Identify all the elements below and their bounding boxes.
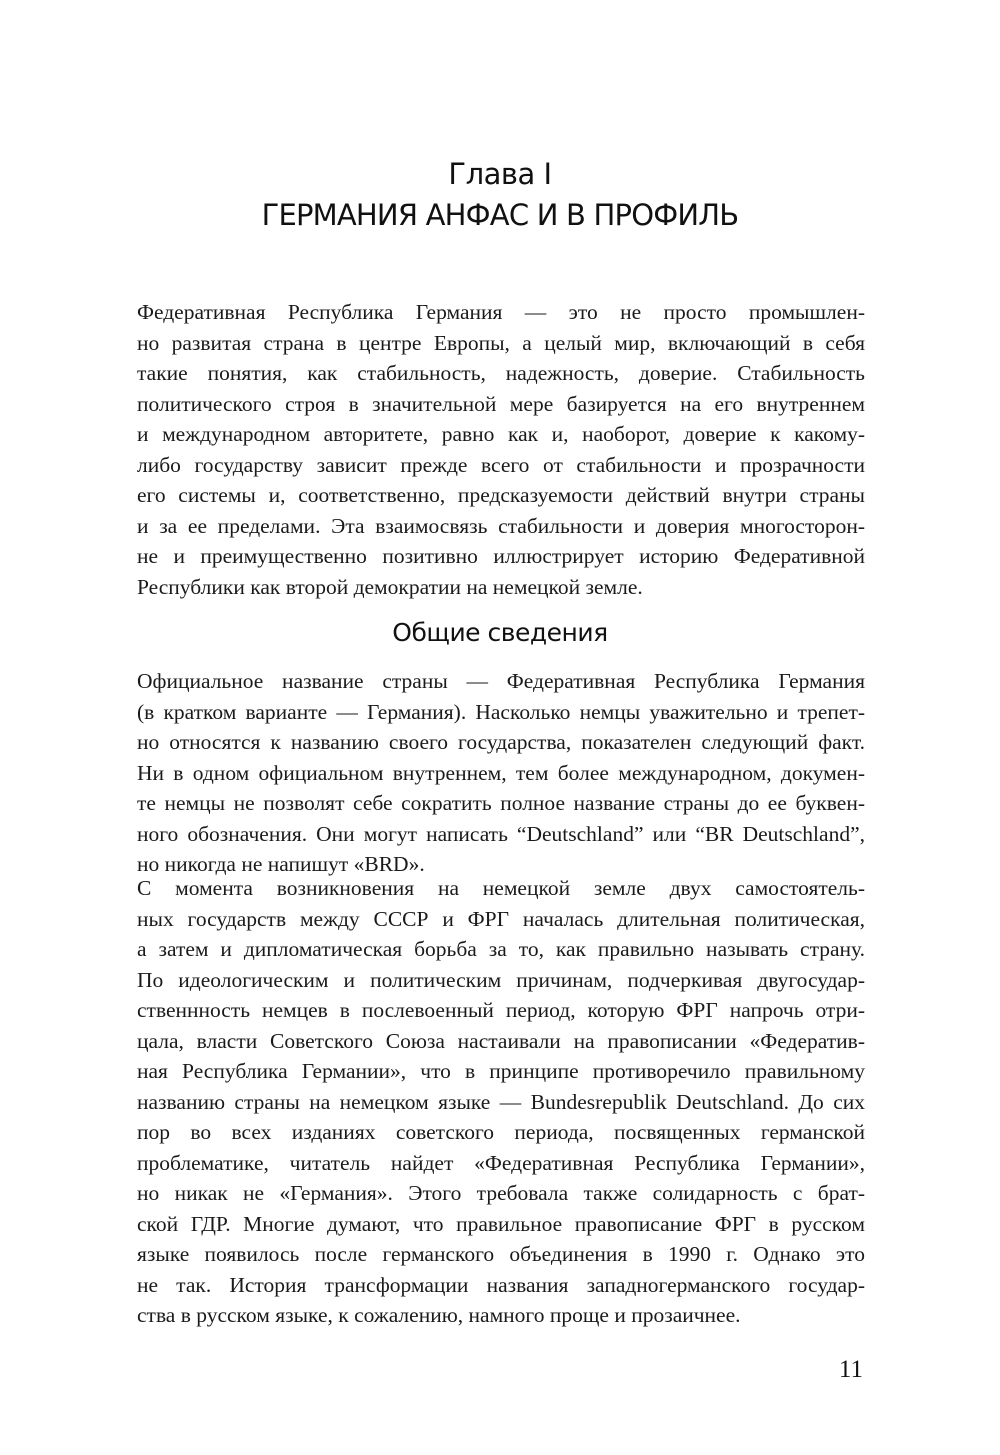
text-line: ного обозначения. Они могут написать “Deutschland” или “BR Deutschland”, bbox=[137, 821, 865, 846]
text-line: и за ее пределами. Эта взаимосвязь стабильности и доверия многосторон- bbox=[137, 513, 865, 538]
text-line: Ни в одном официальном внутреннем, тем более международном, докумен- bbox=[137, 760, 865, 785]
text-line: пор во всех изданиях советского периода, посвященных германской bbox=[137, 1120, 865, 1144]
text-line: С момента возникновения на немецкой земле двух самостоятель- bbox=[137, 876, 865, 900]
text-line: либо государству зависит прежде всего от стабильности и прозрачности bbox=[137, 452, 865, 477]
text-line: (в кратком варианте — Германия). Насколько немцы уважительно и трепет- bbox=[137, 699, 865, 724]
text-line: те немцы не позволят себе сократить полное название страны до ее буквен- bbox=[137, 791, 865, 815]
text-line: названию страны на немецком языке — Bundesrepublik Deutschland. До сих bbox=[137, 1089, 865, 1114]
text-line: ства в русском языке, к сожалению, намного проще и прозаичнее. bbox=[137, 1303, 741, 1327]
page-number: 11 bbox=[838, 1356, 863, 1383]
section-heading: Общие сведения bbox=[392, 618, 608, 647]
text-line: но никак не «Германия». Этого требовала также солидарность с брат- bbox=[137, 1181, 865, 1205]
text-line: проблематике, читатель найдет «Федеративная Республика Германии», bbox=[137, 1150, 865, 1175]
chapter-label: Глава I bbox=[448, 157, 552, 191]
text-line: Федеративная Республика Германия — это не просто промышлен- bbox=[137, 300, 865, 324]
text-line: цала, власти Советского Союза настаивали на правописании «Федератив- bbox=[137, 1028, 865, 1053]
text-line: ных государств между СССР и ФРГ началась длительная политическая, bbox=[137, 906, 865, 931]
intro-paragraph bbox=[137, 297, 865, 602]
text-line: ской ГДР. Многие думают, что правильное правописание ФРГ в русском bbox=[137, 1211, 865, 1236]
text-line: Республики как второй демократии на немецкой земле. bbox=[137, 574, 643, 599]
text-line: и международном авторитете, равно как и, наоборот, доверие к какому- bbox=[137, 422, 865, 446]
text-line: ная Республика Германии», что в принципе противоречило правильному bbox=[137, 1059, 865, 1083]
paragraph-naming-history bbox=[137, 873, 865, 1331]
paragraph-official-name bbox=[137, 666, 865, 880]
text-line: но никогда не напишут «BRD». bbox=[137, 852, 425, 876]
text-line: такие понятия, как стабильность, надежность, доверие. Стабильность bbox=[137, 361, 865, 385]
text-line: но развитая страна в центре Европы, а целый мир, включающий в себя bbox=[137, 330, 865, 355]
text-line: а затем и дипломатическая борьба за то, как правильно называть страну. bbox=[137, 937, 865, 961]
text-line: Официальное название страны — Федеративная Республика Германия bbox=[137, 669, 865, 693]
text-line: не и преимущественно позитивно иллюстрирует историю Федеративной bbox=[137, 544, 865, 568]
text-line: языке появилось после германского объединения в 1990 г. Однако это bbox=[137, 1242, 865, 1266]
text-line: его системы и, соответственно, предсказуемости действий внутри страны bbox=[137, 483, 865, 507]
text-line: По идеологическим и политическим причинам, подчеркивая двугосудар- bbox=[137, 967, 865, 992]
text-line: но относятся к названию своего государства, показателен следующий факт. bbox=[137, 730, 865, 754]
text-line: политического строя в значительной мере базируется на его внутреннем bbox=[137, 391, 865, 416]
text-line: не так. История трансформации названия западногерманского государ- bbox=[137, 1272, 865, 1297]
chapter-title: ГЕРМАНИЯ АНФАС И В ПРОФИЛЬ bbox=[261, 198, 739, 232]
text-line: ственнность немцев в послевоенный период, которую ФРГ напрочь отри- bbox=[137, 998, 865, 1022]
